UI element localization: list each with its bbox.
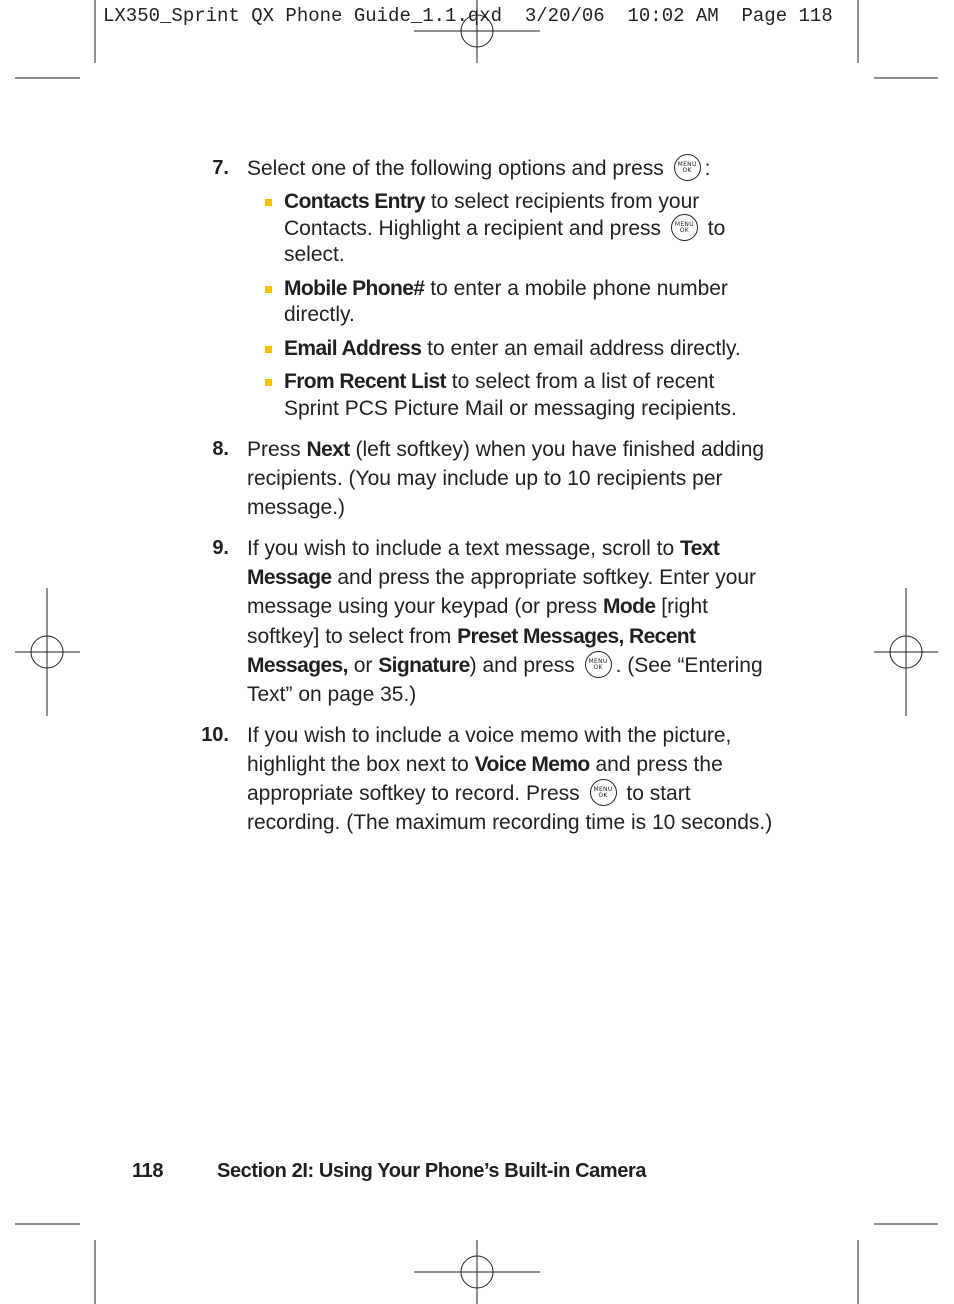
option-title: From Recent List [284,370,446,393]
option-contacts-line-2: Contacts. Highlight a recipient and press MENU OK to [284,216,725,243]
step-8-line-2: recipients. (You may include up to 10 recipients per [247,467,723,490]
step-8-line-3: message.) [247,496,346,519]
step-9-line-3: message using your keypad (or press Mode [right [247,595,708,618]
bullet-square-icon [265,286,272,293]
option-title: Contacts Entry [284,190,425,213]
option-contacts-line-3: select. [284,243,345,266]
step-10-line-4: recording. (The maximum recording time is 10 seconds.) [247,811,773,834]
step-9-number: 9. [212,537,229,559]
print-slug: LX350_Sprint QX Phone Guide_1.1.qxd 3/20/06 10:02 AM Page 118 [103,5,833,27]
option-contacts-entry: Contacts Entry to select recipients from your [284,190,700,213]
step-8-number: 8. [212,438,229,460]
bullet-square-icon [265,379,272,386]
menu-ok-icon: MENU OK [671,214,698,241]
menu-ok-icon: MENU OK [674,154,701,181]
step-7-intro: Select one of the following options and press [247,157,664,181]
step-9-line-2: Message and press the appropriate softkey. Enter your [247,566,757,589]
step-10-line-2: highlight the box next to Voice Memo and press the [247,753,723,776]
option-title: Email Address [284,337,422,360]
step-7-number: 7. [212,157,229,179]
step-9-line-6: Text” on page 35.) [247,683,417,706]
step-10-number: 10. [201,724,229,746]
option-from-recent-list: From Recent List to select from a list of recent [284,370,715,393]
option-mobile-phone: Mobile Phone# to enter a mobile phone number [284,277,728,300]
step-7-text: Select one of the following options and press MENU OK : [247,156,710,183]
step-10-line-3: appropriate softkey to record. Press MENU OK to start [247,781,691,808]
menu-ok-icon: MENU OK [585,651,612,678]
step-9-line-1: If you wish to include a text message, scroll to Text [247,537,720,560]
step-9-line-4: softkey] to select from Preset Messages, Recent [247,625,696,648]
softkey-next: Next [306,438,350,461]
page-number: 118 [132,1160,164,1182]
option-email-address: Email Address to enter an email address directly. [284,337,741,360]
menu-ok-icon: MENU OK [590,779,617,806]
step-10-line-1: If you wish to include a voice memo with the picture, [247,724,732,747]
section-title: Section 2I: Using Your Phone’s Built-in Camera [217,1160,647,1182]
option-recent-line-2: Sprint PCS Picture Mail or messaging recipients. [284,397,737,420]
step-9-line-5: Messages, or Signature) and press MENU OK . (See “Entering [247,653,763,680]
bullet-square-icon [265,346,272,353]
option-title: Mobile Phone# [284,277,425,300]
bullet-square-icon [265,199,272,206]
option-mobile-line-2: directly. [284,303,355,326]
step-8-line-1: Press Next (left softkey) when you have finished adding [247,438,765,461]
